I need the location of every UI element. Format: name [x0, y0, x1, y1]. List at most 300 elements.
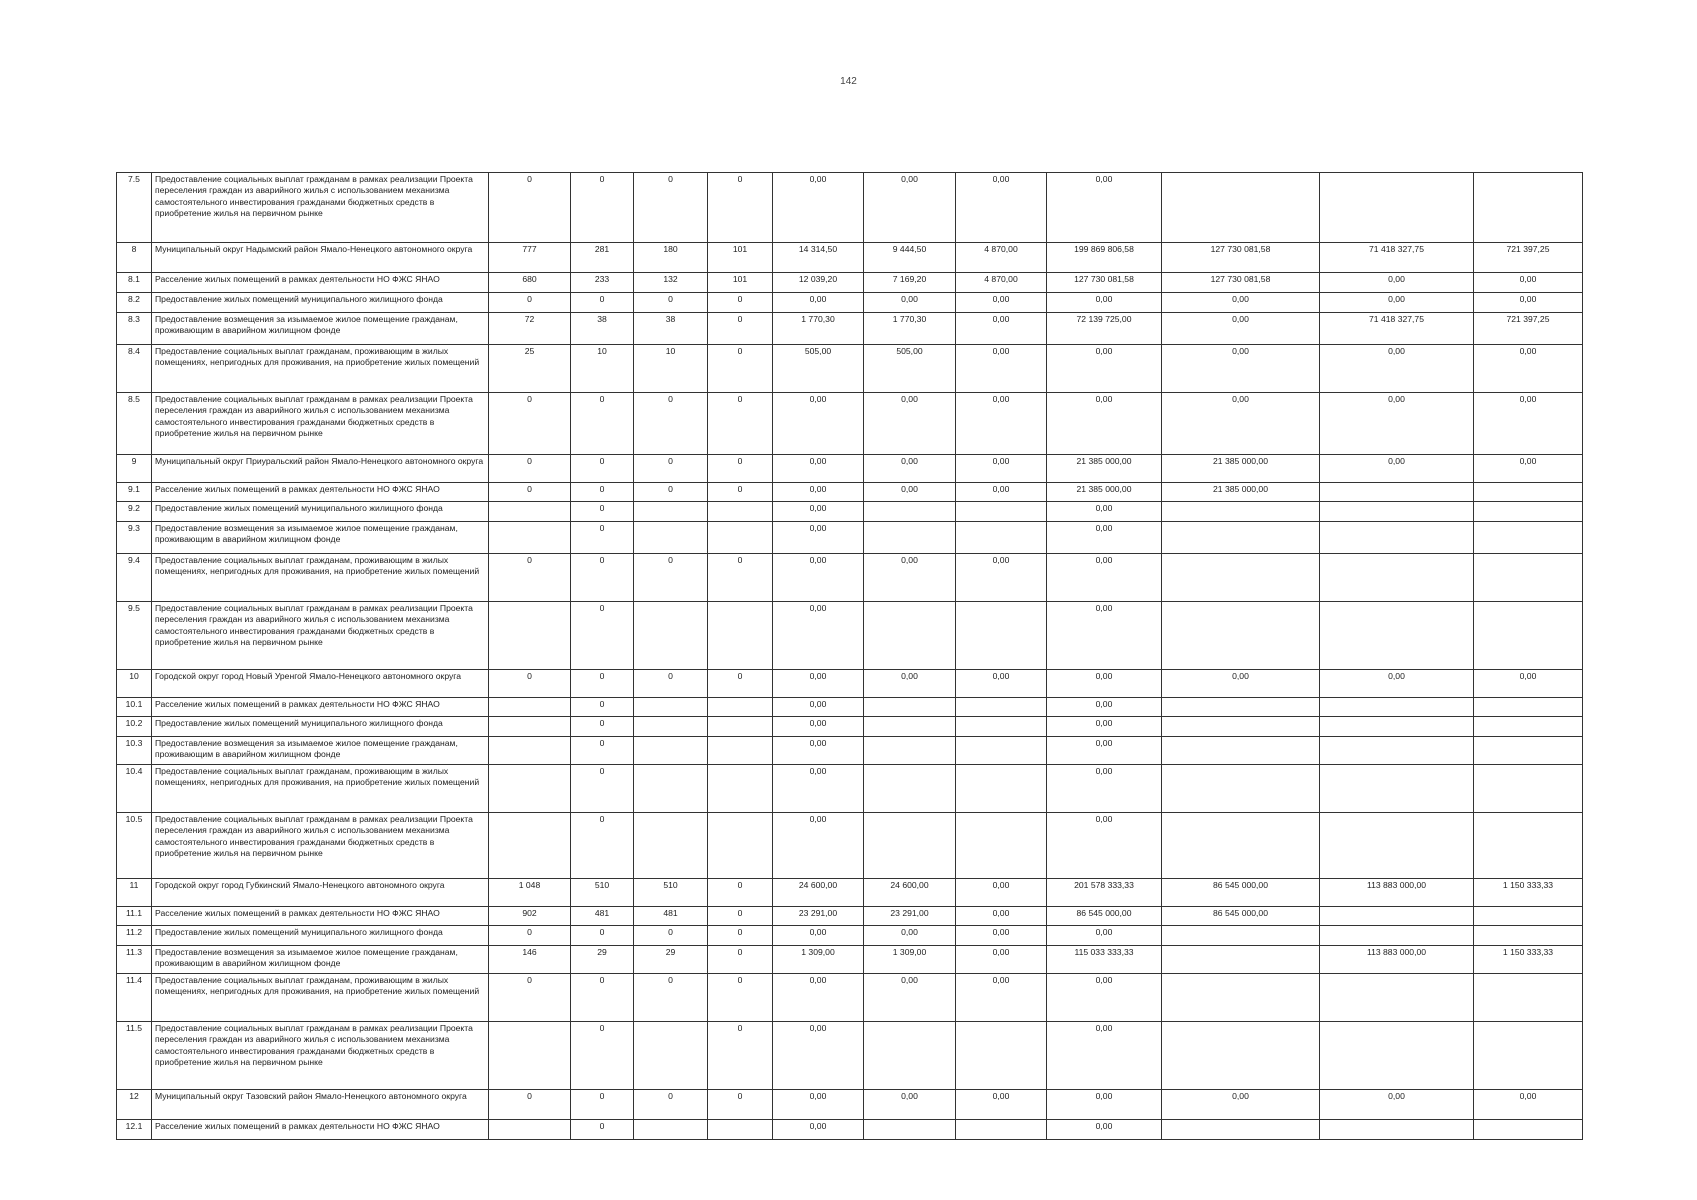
value-cell: 0,00: [956, 293, 1047, 313]
row-number: 11.5: [117, 1022, 152, 1090]
row-number: 11.2: [117, 926, 152, 946]
row-number: 9.2: [117, 502, 152, 522]
row-name: Предоставление жилых помещений муниципального жилищного фонда: [152, 717, 489, 737]
value-cell: [1162, 1022, 1320, 1090]
row-number: 10.3: [117, 737, 152, 765]
value-cell: 71 418 327,75: [1320, 243, 1474, 273]
value-cell: 0: [571, 670, 634, 698]
row-number: 8.1: [117, 273, 152, 293]
value-cell: [956, 765, 1047, 813]
row-number: 9.5: [117, 602, 152, 670]
data-table: [116, 172, 1583, 1140]
value-cell: 0,00: [1047, 1120, 1162, 1140]
row-name: Муниципальный округ Приуральский район Ямало-Ненецкого автономного округа: [152, 455, 489, 483]
value-cell: 0,00: [773, 670, 864, 698]
value-cell: 115 033 333,33: [1047, 946, 1162, 974]
value-cell: 0,00: [1162, 313, 1320, 345]
value-cell: 0,00: [956, 483, 1047, 502]
value-cell: 9 444,50: [864, 243, 956, 273]
value-cell: 0,00: [864, 393, 956, 455]
row-number: 8.3: [117, 313, 152, 345]
value-cell: 23 291,00: [773, 907, 864, 926]
value-cell: [864, 717, 956, 737]
value-cell: 0: [708, 293, 773, 313]
value-cell: [1162, 717, 1320, 737]
value-cell: [708, 813, 773, 879]
table-row: [117, 737, 1583, 765]
value-cell: 0: [634, 293, 708, 313]
value-cell: 0: [571, 698, 634, 717]
value-cell: [634, 813, 708, 879]
value-cell: 180: [634, 243, 708, 273]
value-cell: 0,00: [773, 602, 864, 670]
value-cell: [489, 717, 571, 737]
table-row: [117, 670, 1583, 698]
value-cell: [1320, 1120, 1474, 1140]
row-name: Предоставление социальных выплат гражданам, проживающим в жилых помещениях, непригодных для проживания, на приобретение жилых помещений: [152, 974, 489, 1022]
value-cell: 0,00: [956, 173, 1047, 243]
row-number: 12: [117, 1090, 152, 1120]
value-cell: [708, 1120, 773, 1140]
value-cell: 0,00: [773, 698, 864, 717]
value-cell: 0: [708, 554, 773, 602]
table-row: [117, 522, 1583, 554]
row-name: Муниципальный округ Тазовский район Ямало-Ненецкого автономного округа: [152, 1090, 489, 1120]
table-row: [117, 879, 1583, 907]
value-cell: 0,00: [864, 1090, 956, 1120]
value-cell: [1320, 554, 1474, 602]
value-cell: 86 545 000,00: [1162, 879, 1320, 907]
value-cell: 0: [571, 173, 634, 243]
table-row: [117, 1090, 1583, 1120]
value-cell: 0: [708, 483, 773, 502]
value-cell: 0,00: [956, 345, 1047, 393]
value-cell: [489, 1022, 571, 1090]
value-cell: 0,00: [773, 1120, 864, 1140]
value-cell: 510: [571, 879, 634, 907]
table-row: [117, 765, 1583, 813]
value-cell: [1162, 926, 1320, 946]
table-row: [117, 974, 1583, 1022]
row-number: 8.4: [117, 345, 152, 393]
value-cell: [1162, 173, 1320, 243]
row-name: Предоставление возмещения за изымаемое жилое помещение гражданам, проживающим в аварийном жилищном фонде: [152, 946, 489, 974]
value-cell: 0,00: [1047, 974, 1162, 1022]
value-cell: 0: [571, 1120, 634, 1140]
value-cell: 0,00: [773, 717, 864, 737]
value-cell: [864, 765, 956, 813]
value-cell: [864, 698, 956, 717]
table-row: [117, 273, 1583, 293]
value-cell: [1320, 602, 1474, 670]
value-cell: [1474, 926, 1583, 946]
value-cell: 12 039,20: [773, 273, 864, 293]
value-cell: [634, 698, 708, 717]
value-cell: [489, 522, 571, 554]
row-number: 10.5: [117, 813, 152, 879]
value-cell: 24 600,00: [864, 879, 956, 907]
value-cell: 0,00: [773, 483, 864, 502]
table-row: [117, 1022, 1583, 1090]
value-cell: 0,00: [1047, 926, 1162, 946]
value-cell: [1162, 813, 1320, 879]
value-cell: 0,00: [1047, 345, 1162, 393]
value-cell: [1162, 1120, 1320, 1140]
table-row: [117, 243, 1583, 273]
value-cell: [1474, 483, 1583, 502]
row-name: Расселение жилых помещений в рамках деятельности НО ФЖС ЯНАО: [152, 483, 489, 502]
value-cell: 0,00: [1474, 293, 1583, 313]
row-name: Предоставление социальных выплат гражданам в рамках реализации Проекта переселения граждан из аварийного жилья с использованием механизма самостоятельного инвестирования гражданами бюджетных средств в приобретение жилья на первичном рынке: [152, 602, 489, 670]
value-cell: [1320, 813, 1474, 879]
value-cell: [956, 737, 1047, 765]
value-cell: 0,00: [1047, 602, 1162, 670]
table-row: [117, 602, 1583, 670]
value-cell: 146: [489, 946, 571, 974]
value-cell: [1474, 765, 1583, 813]
row-name: Предоставление возмещения за изымаемое жилое помещение гражданам, проживающим в аварийном жилищном фонде: [152, 313, 489, 345]
value-cell: 0: [489, 974, 571, 1022]
value-cell: [634, 765, 708, 813]
value-cell: 0,00: [773, 813, 864, 879]
value-cell: [1474, 907, 1583, 926]
value-cell: [1320, 502, 1474, 522]
value-cell: [489, 1120, 571, 1140]
table-row: [117, 393, 1583, 455]
value-cell: [1320, 974, 1474, 1022]
value-cell: 0,00: [1320, 393, 1474, 455]
value-cell: 132: [634, 273, 708, 293]
value-cell: 0: [489, 455, 571, 483]
value-cell: 0: [634, 483, 708, 502]
value-cell: [489, 602, 571, 670]
value-cell: [956, 813, 1047, 879]
value-cell: 0: [708, 670, 773, 698]
row-name: Предоставление жилых помещений муниципального жилищного фонда: [152, 293, 489, 313]
value-cell: 0,00: [956, 1090, 1047, 1120]
value-cell: [1320, 173, 1474, 243]
value-cell: 0,00: [956, 554, 1047, 602]
table-row: [117, 698, 1583, 717]
table-row: [117, 455, 1583, 483]
row-name: Муниципальный округ Надымский район Ямало-Ненецкого автономного округа: [152, 243, 489, 273]
value-cell: 505,00: [773, 345, 864, 393]
value-cell: 0: [571, 1090, 634, 1120]
row-name: Расселение жилых помещений в рамках деятельности НО ФЖС ЯНАО: [152, 907, 489, 926]
value-cell: 0: [489, 483, 571, 502]
value-cell: [634, 502, 708, 522]
value-cell: 0: [634, 393, 708, 455]
value-cell: 10: [634, 345, 708, 393]
value-cell: [1320, 522, 1474, 554]
value-cell: 201 578 333,33: [1047, 879, 1162, 907]
value-cell: 0,00: [1474, 1090, 1583, 1120]
value-cell: 0: [489, 293, 571, 313]
row-number: 8: [117, 243, 152, 273]
value-cell: 101: [708, 243, 773, 273]
row-name: Предоставление жилых помещений муниципального жилищного фонда: [152, 926, 489, 946]
value-cell: [1474, 974, 1583, 1022]
value-cell: 0: [571, 737, 634, 765]
value-cell: 0: [708, 1090, 773, 1120]
value-cell: 1 150 333,33: [1474, 879, 1583, 907]
value-cell: [1162, 946, 1320, 974]
row-name: Городской округ город Губкинский Ямало-Ненецкого автономного округа: [152, 879, 489, 907]
value-cell: 0: [708, 345, 773, 393]
value-cell: [1320, 698, 1474, 717]
value-cell: 0,00: [1320, 670, 1474, 698]
value-cell: 0,00: [1047, 1022, 1162, 1090]
value-cell: 0,00: [864, 926, 956, 946]
value-cell: 38: [634, 313, 708, 345]
value-cell: 21 385 000,00: [1162, 483, 1320, 502]
value-cell: 481: [571, 907, 634, 926]
value-cell: 902: [489, 907, 571, 926]
value-cell: 0: [634, 670, 708, 698]
value-cell: 0,00: [1162, 670, 1320, 698]
value-cell: 680: [489, 273, 571, 293]
value-cell: [1474, 813, 1583, 879]
table-row: [117, 813, 1583, 879]
value-cell: 1 770,30: [773, 313, 864, 345]
row-name: Городской округ город Новый Уренгой Ямало-Ненецкого автономного округа: [152, 670, 489, 698]
value-cell: [1474, 602, 1583, 670]
value-cell: 0,00: [864, 554, 956, 602]
value-cell: [956, 698, 1047, 717]
row-name: Предоставление возмещения за изымаемое жилое помещение гражданам, проживающим в аварийном жилищном фонде: [152, 522, 489, 554]
value-cell: 0: [571, 554, 634, 602]
value-cell: 0,00: [956, 670, 1047, 698]
value-cell: 0: [489, 393, 571, 455]
value-cell: 86 545 000,00: [1047, 907, 1162, 926]
value-cell: [634, 1022, 708, 1090]
value-cell: 14 314,50: [773, 243, 864, 273]
value-cell: [708, 717, 773, 737]
value-cell: 0: [489, 1090, 571, 1120]
row-number: 9.4: [117, 554, 152, 602]
value-cell: 0: [634, 455, 708, 483]
value-cell: [956, 1120, 1047, 1140]
value-cell: 0,00: [773, 1022, 864, 1090]
value-cell: 0: [634, 554, 708, 602]
value-cell: 29: [634, 946, 708, 974]
value-cell: 0,00: [1474, 393, 1583, 455]
value-cell: [1162, 522, 1320, 554]
value-cell: 113 883 000,00: [1320, 879, 1474, 907]
table-row: [117, 907, 1583, 926]
value-cell: 0,00: [1320, 455, 1474, 483]
value-cell: 38: [571, 313, 634, 345]
value-cell: 0: [708, 926, 773, 946]
value-cell: 0: [634, 926, 708, 946]
value-cell: [1320, 907, 1474, 926]
value-cell: 0: [708, 313, 773, 345]
value-cell: 0: [708, 173, 773, 243]
value-cell: 0,00: [1320, 345, 1474, 393]
value-cell: 127 730 081,58: [1162, 243, 1320, 273]
value-cell: 1 309,00: [864, 946, 956, 974]
row-number: 12.1: [117, 1120, 152, 1140]
value-cell: 481: [634, 907, 708, 926]
table-row: [117, 313, 1583, 345]
value-cell: 0: [489, 173, 571, 243]
value-cell: 0,00: [956, 907, 1047, 926]
value-cell: 0,00: [1047, 698, 1162, 717]
value-cell: 0,00: [773, 554, 864, 602]
row-number: 9.1: [117, 483, 152, 502]
value-cell: [864, 502, 956, 522]
row-number: 11.4: [117, 974, 152, 1022]
row-number: 9.3: [117, 522, 152, 554]
value-cell: 0,00: [1320, 273, 1474, 293]
value-cell: 0,00: [1047, 737, 1162, 765]
value-cell: [864, 1120, 956, 1140]
value-cell: 0,00: [1047, 765, 1162, 813]
value-cell: 0,00: [1162, 345, 1320, 393]
value-cell: 127 730 081,58: [1047, 273, 1162, 293]
value-cell: [864, 813, 956, 879]
value-cell: [489, 813, 571, 879]
value-cell: 0,00: [864, 173, 956, 243]
value-cell: [956, 502, 1047, 522]
table-row: [117, 502, 1583, 522]
page-number: 142: [840, 76, 857, 87]
value-cell: [708, 522, 773, 554]
value-cell: 0,00: [773, 455, 864, 483]
value-cell: 0,00: [773, 522, 864, 554]
table-body: [117, 173, 1583, 1140]
value-cell: 0,00: [773, 1090, 864, 1120]
value-cell: 0,00: [1320, 1090, 1474, 1120]
value-cell: 0,00: [1047, 393, 1162, 455]
value-cell: 0,00: [1047, 1090, 1162, 1120]
value-cell: 0: [571, 483, 634, 502]
value-cell: 21 385 000,00: [1047, 455, 1162, 483]
value-cell: [1320, 737, 1474, 765]
value-cell: [1474, 554, 1583, 602]
table-row: [117, 1120, 1583, 1140]
value-cell: 0,00: [956, 926, 1047, 946]
value-cell: [708, 737, 773, 765]
value-cell: [489, 765, 571, 813]
value-cell: [489, 737, 571, 765]
value-cell: [1474, 717, 1583, 737]
value-cell: 0,00: [1047, 554, 1162, 602]
value-cell: 0: [708, 974, 773, 1022]
value-cell: 721 397,25: [1474, 243, 1583, 273]
value-cell: 4 870,00: [956, 273, 1047, 293]
row-number: 10.2: [117, 717, 152, 737]
value-cell: [1474, 522, 1583, 554]
value-cell: [1474, 737, 1583, 765]
value-cell: [1474, 698, 1583, 717]
value-cell: 777: [489, 243, 571, 273]
value-cell: [708, 602, 773, 670]
value-cell: [634, 522, 708, 554]
value-cell: 29: [571, 946, 634, 974]
value-cell: 0,00: [773, 173, 864, 243]
value-cell: [1162, 974, 1320, 1022]
value-cell: 505,00: [864, 345, 956, 393]
table-row: [117, 554, 1583, 602]
value-cell: 233: [571, 273, 634, 293]
value-cell: 0,00: [864, 455, 956, 483]
value-cell: 0,00: [773, 393, 864, 455]
value-cell: 72: [489, 313, 571, 345]
value-cell: [956, 1022, 1047, 1090]
row-number: 9: [117, 455, 152, 483]
value-cell: [1162, 502, 1320, 522]
value-cell: 0,00: [1047, 502, 1162, 522]
value-cell: [634, 717, 708, 737]
value-cell: 0,00: [864, 670, 956, 698]
value-cell: 0,00: [864, 974, 956, 1022]
value-cell: 721 397,25: [1474, 313, 1583, 345]
value-cell: 0,00: [773, 926, 864, 946]
value-cell: 1 309,00: [773, 946, 864, 974]
value-cell: 0,00: [773, 765, 864, 813]
value-cell: 0: [708, 455, 773, 483]
value-cell: 0: [708, 907, 773, 926]
value-cell: 0,00: [864, 483, 956, 502]
value-cell: [1320, 1022, 1474, 1090]
value-cell: 0,00: [1474, 273, 1583, 293]
value-cell: 0: [634, 974, 708, 1022]
value-cell: 7 169,20: [864, 273, 956, 293]
value-cell: 0: [708, 879, 773, 907]
value-cell: [1474, 1120, 1583, 1140]
row-number: 7.5: [117, 173, 152, 243]
value-cell: 0,00: [1162, 393, 1320, 455]
value-cell: 127 730 081,58: [1162, 273, 1320, 293]
row-number: 11: [117, 879, 152, 907]
value-cell: 0,00: [773, 502, 864, 522]
value-cell: [1162, 554, 1320, 602]
row-name: Расселение жилых помещений в рамках деятельности НО ФЖС ЯНАО: [152, 1120, 489, 1140]
value-cell: 10: [571, 345, 634, 393]
value-cell: 0,00: [956, 946, 1047, 974]
value-cell: [956, 602, 1047, 670]
table-row: [117, 926, 1583, 946]
value-cell: 0,00: [773, 737, 864, 765]
row-name: Предоставление социальных выплат гражданам в рамках реализации Проекта переселения граждан из аварийного жилья с использованием механизма самостоятельного инвестирования гражданами бюджетных средств в приобретение жилья на первичном рынке: [152, 393, 489, 455]
value-cell: [708, 502, 773, 522]
value-cell: [1474, 173, 1583, 243]
value-cell: 0,00: [1047, 813, 1162, 879]
value-cell: 25: [489, 345, 571, 393]
value-cell: 199 869 806,58: [1047, 243, 1162, 273]
value-cell: [864, 737, 956, 765]
value-cell: [864, 522, 956, 554]
row-number: 8.5: [117, 393, 152, 455]
value-cell: [864, 1022, 956, 1090]
value-cell: [956, 522, 1047, 554]
value-cell: 0,00: [1162, 1090, 1320, 1120]
value-cell: 0: [489, 554, 571, 602]
value-cell: [1320, 926, 1474, 946]
value-cell: 0,00: [1474, 670, 1583, 698]
value-cell: 0: [571, 926, 634, 946]
value-cell: 0,00: [956, 313, 1047, 345]
value-cell: 0: [571, 813, 634, 879]
value-cell: 0: [708, 393, 773, 455]
value-cell: 1 150 333,33: [1474, 946, 1583, 974]
value-cell: 0,00: [1047, 173, 1162, 243]
value-cell: 0,00: [956, 455, 1047, 483]
table-row: [117, 293, 1583, 313]
value-cell: 0,00: [1047, 670, 1162, 698]
value-cell: [634, 602, 708, 670]
